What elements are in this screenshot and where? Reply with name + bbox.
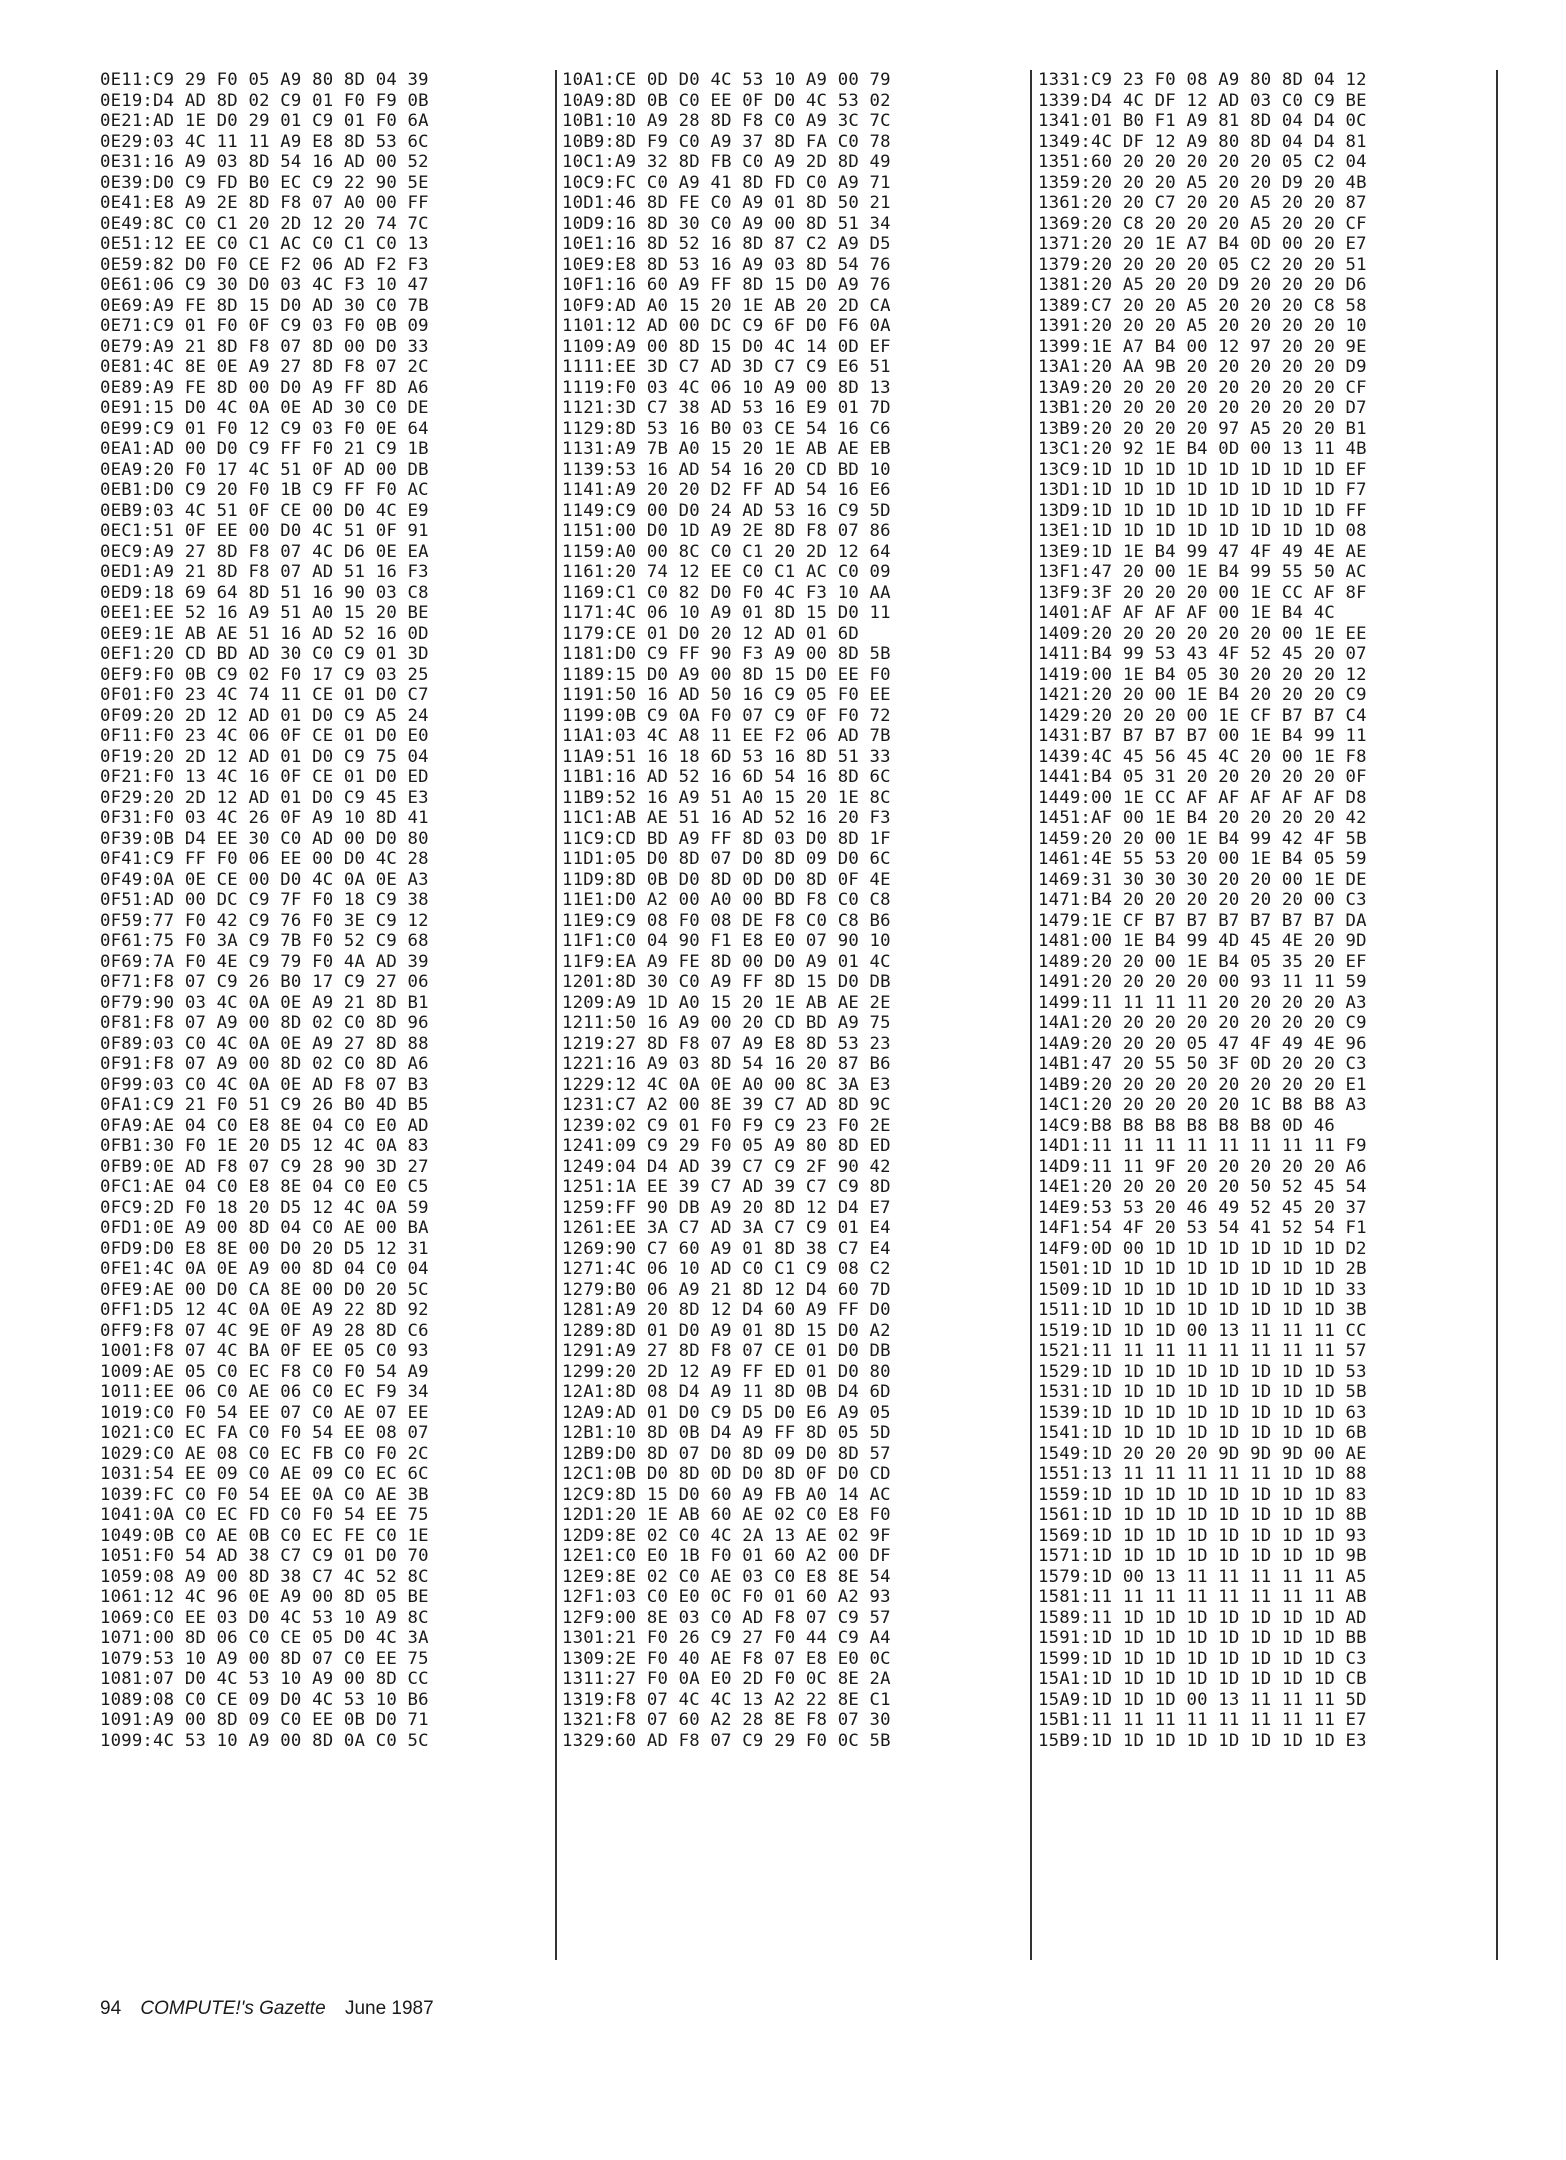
magazine-title: COMPUTE!'s Gazette [140,1998,326,2019]
listing-line: 14D1:11 11 11 11 11 11 11 11 F9 [1038,1136,1367,1156]
listing-line: 1431:B7 B7 B7 B7 00 1E B4 99 11 [1038,726,1367,746]
listing-line: 10F1:16 60 A9 FF 8D 15 D0 A9 76 [562,275,891,295]
listing-line: 1141:A9 20 20 D2 FF AD 54 16 E6 [562,480,891,500]
listing-line: 1471:B4 20 20 20 20 20 20 00 C3 [1038,890,1367,910]
listing-line: 0E19:D4 AD 8D 02 C9 01 F0 F9 0B [100,90,429,111]
listing-line: 1201:8D 30 C0 A9 FF 8D 15 D0 DB [562,972,891,992]
listing-line: 1329:60 AD F8 07 C9 29 F0 0C 5B [562,1730,891,1751]
listing-line: 1011:EE 06 C0 AE 06 C0 EC F9 34 [100,1382,429,1402]
listing-line: 1299:20 2D 12 A9 FF ED 01 D0 80 [562,1361,891,1382]
listing-line: 1021:C0 EC FA C0 F0 54 EE 08 07 [100,1423,429,1443]
listing-line: 0FD9:D0 E8 8E 00 D0 20 D5 12 31 [100,1238,429,1259]
listing-line: 0F61:75 F0 3A C9 7B F0 52 C9 68 [100,931,429,951]
listing-line: 14C1:20 20 20 20 20 1C B8 B8 A3 [1038,1095,1367,1115]
listing-line: 0EB9:03 4C 51 0F CE 00 D0 4C E9 [100,500,429,521]
listing-line: 0FD1:0E A9 00 8D 04 C0 AE 00 BA [100,1218,429,1238]
listing-line: 11A9:51 16 18 6D 53 16 8D 51 33 [562,746,891,767]
listing-line: 1321:F8 07 60 A2 28 8E F8 07 30 [562,1710,891,1730]
listing-line: 14B1:47 20 55 50 3F 0D 20 20 C3 [1038,1054,1367,1074]
page-footer [100,1998,434,2020]
listing-line: 1489:20 20 00 1E B4 05 35 20 EF [1038,951,1367,972]
listing-line: 1059:08 A9 00 8D 38 C7 4C 52 8C [100,1566,429,1587]
listing-line: 1191:50 16 AD 50 16 C9 05 F0 EE [562,685,891,705]
listing-line: 1129:8D 53 16 B0 03 CE 54 16 C6 [562,418,891,439]
listing-line: 1469:31 30 30 30 20 20 00 1E DE [1038,869,1367,890]
listing-line: 1159:A0 00 8C C0 C1 20 2D 12 64 [562,541,891,562]
listing-line: 1311:27 F0 0A E0 2D F0 0C 8E 2A [562,1669,891,1689]
listing-line: 1281:A9 20 8D 12 D4 60 A9 FF D0 [562,1300,891,1320]
listing-column-1 [100,70,558,1960]
listing-line: 1569:1D 1D 1D 1D 1D 1D 1D 1D 93 [1038,1525,1367,1546]
listing-line: 1081:07 D0 4C 53 10 A9 00 8D CC [100,1669,429,1689]
listing-line: 0E61:06 C9 30 D0 03 4C F3 10 47 [100,275,429,295]
listing-line: 0F49:0A 0E CE 00 D0 4C 0A 0E A3 [100,869,429,890]
listing-line: 0FA9:AE 04 C0 E8 8E 04 C0 E0 AD [100,1115,429,1136]
listing-line: 1539:1D 1D 1D 1D 1D 1D 1D 1D 63 [1038,1402,1367,1423]
listing-line: 1541:1D 1D 1D 1D 1D 1D 1D 1D 6B [1038,1423,1367,1443]
listing-line: 11C9:CD BD A9 FF 8D 03 D0 8D 1F [562,828,891,849]
listing-line: 1599:1D 1D 1D 1D 1D 1D 1D 1D C3 [1038,1648,1367,1669]
listing-line: 11D9:8D 0B D0 8D 0D D0 8D 0F 4E [562,869,891,890]
listing-line: 1149:C9 00 D0 24 AD 53 16 C9 5D [562,500,891,521]
listing-line: 1389:C7 20 20 A5 20 20 20 C8 58 [1038,295,1367,316]
listing-line: 1171:4C 06 10 A9 01 8D 15 D0 11 [562,603,891,623]
listing-line: 1279:B0 06 A9 21 8D 12 D4 60 7D [562,1279,891,1300]
page-number: 94 [100,1998,122,2019]
listing-line: 1229:12 4C 0A 0E A0 00 8C 3A E3 [562,1074,891,1095]
listing-line: 1099:4C 53 10 A9 00 8D 0A C0 5C [100,1730,429,1751]
listing-line: 10E9:E8 8D 53 16 A9 03 8D 54 76 [562,254,891,275]
listing-line: 0EF9:F0 0B C9 02 F0 17 C9 03 25 [100,664,429,685]
listing-line: 1101:12 AD 00 DC C9 6F D0 F6 0A [562,316,891,336]
listing-line: 1531:1D 1D 1D 1D 1D 1D 1D 1D 5B [1038,1382,1367,1402]
listing-line: 15A9:1D 1D 1D 00 13 11 11 11 5D [1038,1689,1367,1710]
listing-line: 0E51:12 EE C0 C1 AC C0 C1 C0 13 [100,234,429,254]
listing-line: 0F11:F0 23 4C 06 0F CE 01 D0 E0 [100,726,429,746]
listing-line: 1001:F8 07 4C BA 0F EE 05 C0 93 [100,1341,429,1361]
listing-line: 14C9:B8 B8 B8 B8 B8 B8 0D 46 [1038,1115,1335,1136]
listing-line: 0F31:F0 03 4C 26 0F A9 10 8D 41 [100,808,429,828]
listing-line: 0F41:C9 FF F0 06 EE 00 D0 4C 28 [100,849,429,869]
listing-line: 11E9:C9 08 F0 08 DE F8 C0 C8 B6 [562,910,891,931]
listing-line: 0F69:7A F0 4E C9 79 F0 4A AD 39 [100,951,429,972]
listing-line: 1479:1E CF B7 B7 B7 B7 B7 B7 DA [1038,910,1367,931]
listing-line: 10B9:8D F9 C0 A9 37 8D FA C0 78 [562,131,891,152]
listing-line: 1359:20 20 20 A5 20 20 D9 20 4B [1038,172,1367,193]
listing-line: 10F9:AD A0 15 20 1E AB 20 2D CA [562,295,891,316]
listing-line: 11B9:52 16 A9 51 A0 15 20 1E 8C [562,787,891,808]
listing-line: 1559:1D 1D 1D 1D 1D 1D 1D 1D 83 [1038,1484,1367,1505]
listing-line: 1211:50 16 A9 00 20 CD BD A9 75 [562,1013,891,1033]
listing-line: 0F99:03 C0 4C 0A 0E AD F8 07 B3 [100,1074,429,1095]
listing-line: 1551:13 11 11 11 11 11 1D 1D 88 [1038,1464,1367,1484]
listing-line: 0EF1:20 CD BD AD 30 C0 C9 01 3D [100,644,429,664]
listing-line: 14F9:0D 00 1D 1D 1D 1D 1D 1D D2 [1038,1238,1367,1259]
listing-line: 11F9:EA A9 FE 8D 00 D0 A9 01 4C [562,951,891,972]
listing-line: 10A9:8D 0B C0 EE 0F D0 4C 53 02 [562,90,891,111]
listing-line: 0E31:16 A9 03 8D 54 16 AD 00 52 [100,152,429,172]
listing-line: 1169:C1 C0 82 D0 F0 4C F3 10 AA [562,582,891,603]
listing-line: 0E21:AD 1E D0 29 01 C9 01 F0 6A [100,111,429,131]
listing-line: 1079:53 10 A9 00 8D 07 C0 EE 75 [100,1648,429,1669]
listing-line: 0F09:20 2D 12 AD 01 D0 C9 A5 24 [100,705,429,726]
listing-line: 14B9:20 20 20 20 20 20 20 20 E1 [1038,1074,1367,1095]
listing-line: 0F29:20 2D 12 AD 01 D0 C9 45 E3 [100,787,429,808]
listing-line: 11E1:D0 A2 00 A0 00 BD F8 C0 C8 [562,890,891,910]
listing-line: 11D1:05 D0 8D 07 D0 8D 09 D0 6C [562,849,891,869]
listing-line: 1339:D4 4C DF 12 AD 03 C0 C9 BE [1038,90,1367,111]
listing-line: 1409:20 20 20 20 20 20 00 1E EE [1038,623,1367,644]
listing-line: 12D9:8E 02 C0 4C 2A 13 AE 02 9F [562,1525,891,1546]
listing-line: 1221:16 A9 03 8D 54 16 20 87 B6 [562,1054,891,1074]
listing-line: 1199:0B C9 0A F0 07 C9 0F F0 72 [562,705,891,726]
issue-date: June 1987 [344,1998,434,2019]
listing-line: 14E1:20 20 20 20 20 50 52 45 54 [1038,1177,1367,1197]
listing-line: 1049:0B C0 AE 0B C0 EC FE C0 1E [100,1525,429,1546]
column-divider [555,70,557,1960]
listing-line: 0EC9:A9 27 8D F8 07 4C D6 0E EA [100,541,429,562]
listing-line: 1189:15 D0 A9 00 8D 15 D0 EE F0 [562,664,891,685]
listing-line: 13F1:47 20 00 1E B4 99 55 50 AC [1038,562,1367,582]
listing-line: 1261:EE 3A C7 AD 3A C7 C9 01 E4 [562,1218,891,1238]
listing-line: 1529:1D 1D 1D 1D 1D 1D 1D 1D 53 [1038,1361,1367,1382]
listing-line: 10E1:16 8D 52 16 8D 87 C2 A9 D5 [562,234,891,254]
listing-line: 10A1:CE 0D D0 4C 53 10 A9 00 79 [562,70,891,90]
listing-line: 1491:20 20 20 20 00 93 11 11 59 [1038,972,1367,992]
listing-line: 1119:F0 03 4C 06 10 A9 00 8D 13 [562,377,891,398]
listing-line: 10B1:10 A9 28 8D F8 C0 A9 3C 7C [562,111,891,131]
listing-line: 1009:AE 05 C0 EC F8 C0 F0 54 A9 [100,1361,429,1382]
listing-line: 12A9:AD 01 D0 C9 D5 D0 E6 A9 05 [562,1402,891,1423]
listing-line: 0E69:A9 FE 8D 15 D0 AD 30 C0 7B [100,295,429,316]
listing-line: 13C9:1D 1D 1D 1D 1D 1D 1D 1D EF [1038,459,1367,480]
listing-line: 1241:09 C9 29 F0 05 A9 80 8D ED [562,1136,891,1156]
listing-line: 10C1:A9 32 8D FB C0 A9 2D 8D 49 [562,152,891,172]
listing-line: 1151:00 D0 1D A9 2E 8D F8 07 86 [562,521,891,541]
listing-line: 1449:00 1E CC AF AF AF AF AF D8 [1038,787,1367,808]
listing-line: 1581:11 11 11 11 11 11 11 11 AB [1038,1587,1367,1607]
listing-line: 1289:8D 01 D0 A9 01 8D 15 D0 A2 [562,1320,891,1341]
listing-line: 0E41:E8 A9 2E 8D F8 07 A0 00 FF [100,193,429,213]
listing-line: 1319:F8 07 4C 4C 13 A2 22 8E C1 [562,1689,891,1710]
listing-line: 0E11:C9 29 F0 05 A9 80 8D 04 39 [100,70,429,90]
listing-line: 1419:00 1E B4 05 30 20 20 20 12 [1038,664,1367,685]
listing-line: 1459:20 20 00 1E B4 99 42 4F 5B [1038,828,1367,849]
listing-line: 1061:12 4C 96 0E A9 00 8D 05 BE [100,1587,429,1607]
listing-line: 1219:27 8D F8 07 A9 E8 8D 53 23 [562,1033,891,1054]
listing-line: 1109:A9 00 8D 15 D0 4C 14 0D EF [562,336,891,357]
listing-line: 1589:11 1D 1D 1D 1D 1D 1D 1D AD [1038,1607,1367,1628]
listing-line: 12F1:03 C0 E0 0C F0 01 60 A2 93 [562,1587,891,1607]
listing-line: 14A1:20 20 20 20 20 20 20 20 C9 [1038,1013,1367,1033]
listing-line: 1209:A9 1D A0 15 20 1E AB AE 2E [562,992,891,1013]
listing-line: 12A1:8D 08 D4 A9 11 8D 0B D4 6D [562,1382,891,1402]
listing-line: 1069:C0 EE 03 D0 4C 53 10 A9 8C [100,1607,429,1628]
listing-line: 1399:1E A7 B4 00 12 97 20 20 9E [1038,336,1367,357]
listing-line: 13D1:1D 1D 1D 1D 1D 1D 1D 1D F7 [1038,480,1367,500]
listing-line: 1091:A9 00 8D 09 C0 EE 0B D0 71 [100,1710,429,1730]
listing-line: 1401:AF AF AF AF 00 1E B4 4C [1038,603,1335,623]
listing-line: 1131:A9 7B A0 15 20 1E AB AE EB [562,439,891,459]
listing-line: 1231:C7 A2 00 8E 39 C7 AD 8D 9C [562,1095,891,1115]
listing-line: 12B9:D0 8D 07 D0 8D 09 D0 8D 57 [562,1443,891,1464]
listing-page [100,70,1498,1970]
listing-line: 0F81:F8 07 A9 00 8D 02 C0 8D 96 [100,1013,429,1033]
listing-line: 13E9:1D 1E B4 99 47 4F 49 4E AE [1038,541,1367,562]
listing-line: 1379:20 20 20 20 05 C2 20 20 51 [1038,254,1367,275]
listing-line: 11C1:AB AE 51 16 AD 52 16 20 F3 [562,808,891,828]
listing-line: 1041:0A C0 EC FD C0 F0 54 EE 75 [100,1505,429,1525]
listing-line: 0F39:0B D4 EE 30 C0 AD 00 D0 80 [100,828,429,849]
listing-line: 1139:53 16 AD 54 16 20 CD BD 10 [562,459,891,480]
listing-line: 1341:01 B0 F1 A9 81 8D 04 D4 0C [1038,111,1367,131]
listing-line: 0E91:15 D0 4C 0A 0E AD 30 C0 DE [100,398,429,418]
listing-line: 1111:EE 3D C7 AD 3D C7 C9 E6 51 [562,357,891,377]
listing-line: 15B1:11 11 11 11 11 11 11 11 E7 [1038,1710,1367,1730]
listing-line: 1519:1D 1D 1D 00 13 11 11 11 CC [1038,1320,1367,1341]
listing-line: 1239:02 C9 01 F0 F9 C9 23 F0 2E [562,1115,891,1136]
listing-line: 11F1:C0 04 90 F1 E8 E0 07 90 10 [562,931,891,951]
listing-line: 1271:4C 06 10 AD C0 C1 C9 08 C2 [562,1259,891,1279]
listing-line: 13F9:3F 20 20 20 00 1E CC AF 8F [1038,582,1367,603]
listing-line: 0FC1:AE 04 C0 E8 8E 04 C0 E0 C5 [100,1177,429,1197]
listing-line: 0FA1:C9 21 F0 51 C9 26 B0 4D B5 [100,1095,429,1115]
listing-line: 1549:1D 20 20 20 9D 9D 9D 00 AE [1038,1443,1367,1464]
listing-line: 0FE1:4C 0A 0E A9 00 8D 04 C0 04 [100,1259,429,1279]
listing-line: 0FF9:F8 07 4C 9E 0F A9 28 8D C6 [100,1320,429,1341]
listing-line: 1051:F0 54 AD 38 C7 C9 01 D0 70 [100,1546,429,1566]
listing-line: 1381:20 A5 20 20 D9 20 20 20 D6 [1038,275,1367,295]
column-divider [1496,70,1498,1960]
listing-line: 0FB9:0E AD F8 07 C9 28 90 3D 27 [100,1156,429,1177]
listing-line: 14F1:54 4F 20 53 54 41 52 54 F1 [1038,1218,1367,1238]
listing-line: 1481:00 1E B4 99 4D 45 4E 20 9D [1038,931,1367,951]
listing-line: 10D9:16 8D 30 C0 A9 00 8D 51 34 [562,213,891,234]
listing-line: 1181:D0 C9 FF 90 F3 A9 00 8D 5B [562,644,891,664]
listing-line: 1441:B4 05 31 20 20 20 20 20 0F [1038,767,1367,787]
listing-line: 1291:A9 27 8D F8 07 CE 01 D0 DB [562,1341,891,1361]
listing-line: 1421:20 20 00 1E B4 20 20 20 C9 [1038,685,1367,705]
listing-line: 0E81:4C 8E 0E A9 27 8D F8 07 2C [100,357,429,377]
listing-line: 0F91:F8 07 A9 00 8D 02 C0 8D A6 [100,1054,429,1074]
listing-line: 0E99:C9 01 F0 12 C9 03 F0 0E 64 [100,418,429,439]
listing-line: 14A9:20 20 20 05 47 4F 49 4E 96 [1038,1033,1367,1054]
listing-line: 0FB1:30 F0 1E 20 D5 12 4C 0A 83 [100,1136,429,1156]
listing-line: 0EE9:1E AB AE 51 16 AD 52 16 0D [100,623,429,644]
listing-line: 1309:2E F0 40 AE F8 07 E8 E0 0C [562,1648,891,1669]
listing-line: 0F19:20 2D 12 AD 01 D0 C9 75 04 [100,746,429,767]
listing-line: 13B1:20 20 20 20 20 20 20 20 D7 [1038,398,1367,418]
listing-line: 0F51:AD 00 DC C9 7F F0 18 C9 38 [100,890,429,910]
listing-line: 0E79:A9 21 8D F8 07 8D 00 D0 33 [100,336,429,357]
listing-line: 1089:08 C0 CE 09 D0 4C 53 10 B6 [100,1689,429,1710]
listing-line: 11A1:03 4C A8 11 EE F2 06 AD 7B [562,726,891,746]
listing-line: 1019:C0 F0 54 EE 07 C0 AE 07 EE [100,1402,429,1423]
listing-line: 1269:90 C7 60 A9 01 8D 38 C7 E4 [562,1238,891,1259]
listing-line: 1249:04 D4 AD 39 C7 C9 2F 90 42 [562,1156,891,1177]
listing-line: 13E1:1D 1D 1D 1D 1D 1D 1D 1D 08 [1038,521,1367,541]
listing-line: 12D1:20 1E AB 60 AE 02 C0 E8 F0 [562,1505,891,1525]
listing-line: 1579:1D 00 13 11 11 11 11 11 A5 [1038,1566,1367,1587]
listing-line: 0F01:F0 23 4C 74 11 CE 01 D0 C7 [100,685,429,705]
listing-line: 0FC9:2D F0 18 20 D5 12 4C 0A 59 [100,1197,429,1218]
listing-line: 1591:1D 1D 1D 1D 1D 1D 1D 1D BB [1038,1628,1367,1648]
listing-line: 0E89:A9 FE 8D 00 D0 A9 FF 8D A6 [100,377,429,398]
listing-line: 1411:B4 99 53 43 4F 52 45 20 07 [1038,644,1367,664]
listing-line: 12C1:0B D0 8D 0D D0 8D 0F D0 CD [562,1464,891,1484]
listing-line: 12B1:10 8D 0B D4 A9 FF 8D 05 5D [562,1423,891,1443]
listing-line: 1301:21 F0 26 C9 27 F0 44 C9 A4 [562,1628,891,1648]
listing-line: 1349:4C DF 12 A9 80 8D 04 D4 81 [1038,131,1367,152]
listing-line: 1259:FF 90 DB A9 20 8D 12 D4 E7 [562,1197,891,1218]
listing-line: 1451:AF 00 1E B4 20 20 20 20 42 [1038,808,1367,828]
listing-line: 1029:C0 AE 08 C0 EC FB C0 F0 2C [100,1443,429,1464]
listing-line: 1031:54 EE 09 C0 AE 09 C0 EC 6C [100,1464,429,1484]
listing-line: 0F79:90 03 4C 0A 0E A9 21 8D B1 [100,992,429,1013]
listing-line: 0EA9:20 F0 17 4C 51 0F AD 00 DB [100,459,429,480]
listing-line: 0F21:F0 13 4C 16 0F CE 01 D0 ED [100,767,429,787]
listing-line: 1509:1D 1D 1D 1D 1D 1D 1D 1D 33 [1038,1279,1367,1300]
listing-line: 0E59:82 D0 F0 CE F2 06 AD F2 F3 [100,254,429,275]
listing-line: 1461:4E 55 53 20 00 1E B4 05 59 [1038,849,1367,869]
listing-line: 14D9:11 11 9F 20 20 20 20 20 A6 [1038,1156,1367,1177]
listing-line: 1371:20 20 1E A7 B4 0D 00 20 E7 [1038,234,1367,254]
listing-column-3 [1038,70,1496,1960]
listing-line: 1251:1A EE 39 C7 AD 39 C7 C9 8D [562,1177,891,1197]
listing-line: 1561:1D 1D 1D 1D 1D 1D 1D 1D 8B [1038,1505,1367,1525]
listing-line: 12C9:8D 15 D0 60 A9 FB A0 14 AC [562,1484,891,1505]
listing-line: 11B1:16 AD 52 16 6D 54 16 8D 6C [562,767,891,787]
listing-line: 1071:00 8D 06 C0 CE 05 D0 4C 3A [100,1628,429,1648]
listing-line: 13D9:1D 1D 1D 1D 1D 1D 1D 1D FF [1038,500,1367,521]
listing-line: 0EA1:AD 00 D0 C9 FF F0 21 C9 1B [100,439,429,459]
listing-line: 1521:11 11 11 11 11 11 11 11 57 [1038,1341,1367,1361]
listing-line: 12E1:C0 E0 1B F0 01 60 A2 00 DF [562,1546,891,1566]
listing-line: 15A1:1D 1D 1D 1D 1D 1D 1D 1D CB [1038,1669,1367,1689]
listing-line: 0FE9:AE 00 D0 CA 8E 00 D0 20 5C [100,1279,429,1300]
listing-line: 1039:FC C0 F0 54 EE 0A C0 AE 3B [100,1484,429,1505]
listing-column-2 [562,70,1020,1960]
listing-line: 15B9:1D 1D 1D 1D 1D 1D 1D 1D E3 [1038,1730,1367,1751]
listing-line: 1511:1D 1D 1D 1D 1D 1D 1D 1D 3B [1038,1300,1367,1320]
listing-line: 1179:CE 01 D0 20 12 AD 01 6D [562,623,859,644]
listing-line: 1331:C9 23 F0 08 A9 80 8D 04 12 [1038,70,1367,90]
listing-line: 0F59:77 F0 42 C9 76 F0 3E C9 12 [100,910,429,931]
listing-line: 0ED9:18 69 64 8D 51 16 90 03 C8 [100,582,429,603]
listing-line: 1121:3D C7 38 AD 53 16 E9 01 7D [562,398,891,418]
listing-line: 0EB1:D0 C9 20 F0 1B C9 FF F0 AC [100,480,429,500]
listing-line: 0E29:03 4C 11 11 A9 E8 8D 53 6C [100,131,429,152]
listing-line: 0FF1:D5 12 4C 0A 0E A9 22 8D 92 [100,1300,429,1320]
listing-line: 12F9:00 8E 03 C0 AD F8 07 C9 57 [562,1607,891,1628]
column-divider [1030,70,1032,1960]
listing-line: 0ED1:A9 21 8D F8 07 AD 51 16 F3 [100,562,429,582]
listing-line: 0E49:8C C0 C1 20 2D 12 20 74 7C [100,213,429,234]
listing-line: 0EE1:EE 52 16 A9 51 A0 15 20 BE [100,603,429,623]
listing-line: 10C9:FC C0 A9 41 8D FD C0 A9 71 [562,172,891,193]
listing-line: 0E71:C9 01 F0 0F C9 03 F0 0B 09 [100,316,429,336]
listing-line: 0F89:03 C0 4C 0A 0E A9 27 8D 88 [100,1033,429,1054]
listing-line: 1501:1D 1D 1D 1D 1D 1D 1D 1D 2B [1038,1259,1367,1279]
listing-line: 13B9:20 20 20 20 97 A5 20 20 B1 [1038,418,1367,439]
listing-line: 12E9:8E 02 C0 AE 03 C0 E8 8E 54 [562,1566,891,1587]
listing-line: 1429:20 20 20 00 1E CF B7 B7 C4 [1038,705,1367,726]
listing-line: 13A1:20 AA 9B 20 20 20 20 20 D9 [1038,357,1367,377]
listing-line: 1361:20 20 C7 20 20 A5 20 20 87 [1038,193,1367,213]
listing-line: 0F71:F8 07 C9 26 B0 17 C9 27 06 [100,972,429,992]
listing-line: 1161:20 74 12 EE C0 C1 AC C0 09 [562,562,891,582]
listing-line: 1499:11 11 11 11 20 20 20 20 A3 [1038,992,1367,1013]
listing-line: 13A9:20 20 20 20 20 20 20 20 CF [1038,377,1367,398]
listing-line: 1439:4C 45 56 45 4C 20 00 1E F8 [1038,746,1367,767]
listing-line: 13C1:20 92 1E B4 0D 00 13 11 4B [1038,439,1367,459]
listing-line: 1351:60 20 20 20 20 20 05 C2 04 [1038,152,1367,172]
listing-line: 1571:1D 1D 1D 1D 1D 1D 1D 1D 9B [1038,1546,1367,1566]
listing-line: 0EC1:51 0F EE 00 D0 4C 51 0F 91 [100,521,429,541]
listing-line: 0E39:D0 C9 FD B0 EC C9 22 90 5E [100,172,429,193]
listing-line: 1369:20 C8 20 20 20 A5 20 20 CF [1038,213,1367,234]
listing-line: 14E9:53 53 20 46 49 52 45 20 37 [1038,1197,1367,1218]
listing-line: 1391:20 20 20 A5 20 20 20 20 10 [1038,316,1367,336]
listing-line: 10D1:46 8D FE C0 A9 01 8D 50 21 [562,193,891,213]
